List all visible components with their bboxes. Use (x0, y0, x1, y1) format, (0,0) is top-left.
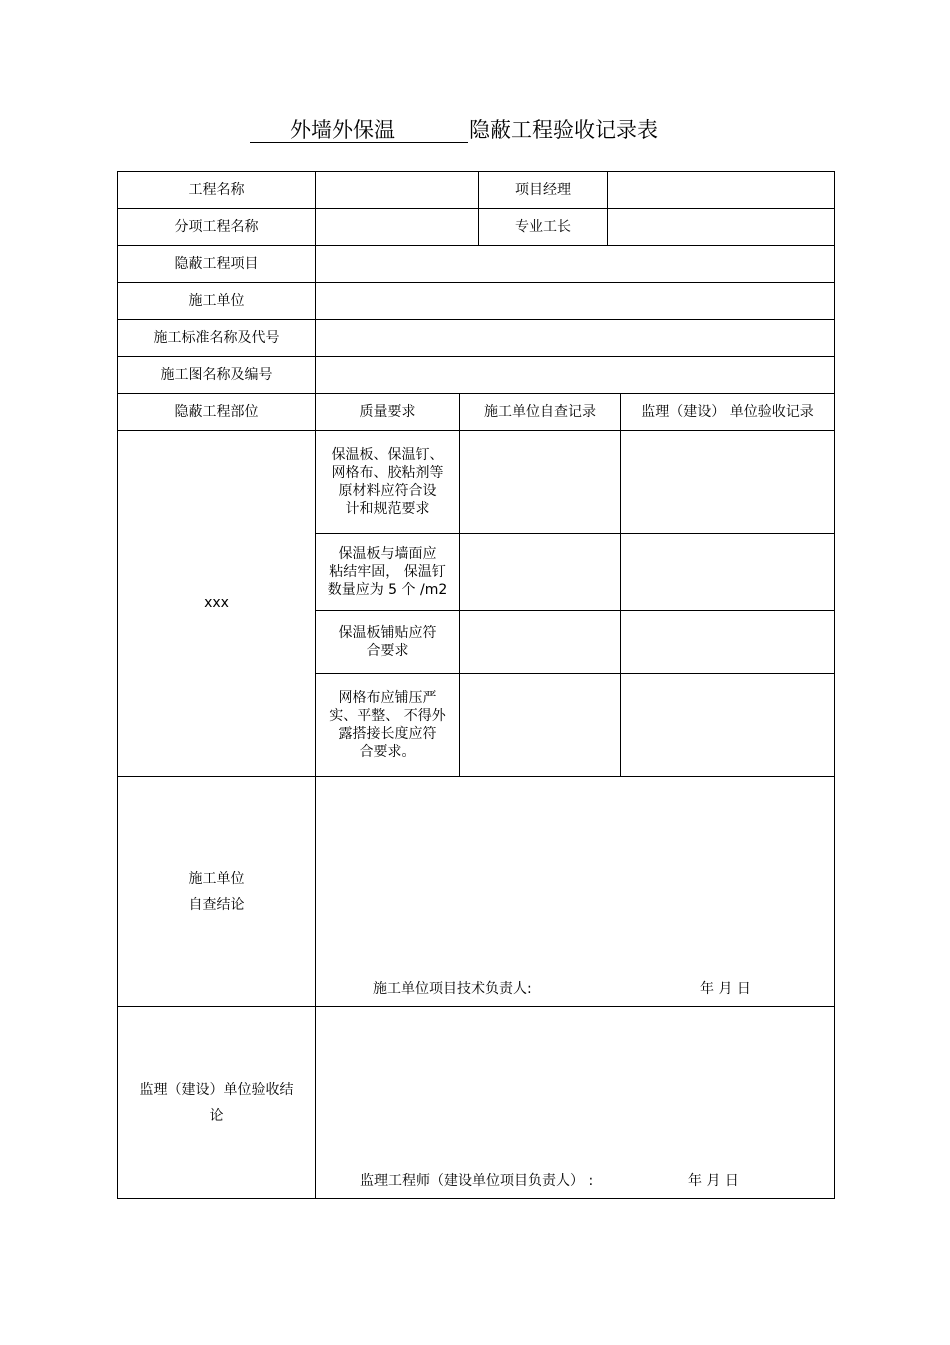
self-conclusion-label-line: 施工单位 (188, 870, 245, 887)
self-check-column-header: 施工单位自查记录 (460, 394, 621, 431)
quality-requirement (316, 674, 460, 777)
construction-unit-value[interactable] (316, 283, 835, 320)
self-check-record[interactable] (460, 431, 621, 534)
supervision-conclusion-value[interactable] (316, 1007, 835, 1199)
requirement-line: 网格布应铺压严 (338, 689, 437, 706)
quality-requirement (316, 534, 460, 611)
requirement-line: 合要求。 (359, 744, 416, 761)
drawing-label: 施工图名称及编号 (118, 357, 316, 394)
hidden-item-label: 隐蔽工程项目 (118, 246, 316, 283)
requirement-line: 数量应为 5 个 /m2 (327, 582, 448, 599)
requirement-line: 网格布、胶粘剂等 (331, 464, 444, 481)
self-check-record[interactable] (460, 674, 621, 777)
requirement-line: 保温板铺贴应符 (338, 624, 437, 641)
location-value: xxx (118, 431, 316, 777)
supervision-column-header: 监理（建设） 单位验收记录 (621, 394, 835, 431)
supervising-engineer-signature-label: 监理工程师（建设单位项目负责人） : (360, 1173, 594, 1189)
self-check-record[interactable] (460, 534, 621, 611)
standard-label: 施工标准名称及代号 (118, 320, 316, 357)
requirement-line: 计和规范要求 (345, 501, 430, 518)
sub-project-value[interactable] (316, 209, 479, 246)
supervision-conclusion-label (118, 1007, 316, 1199)
supervision-record[interactable] (621, 611, 835, 674)
construction-unit-label: 施工单位 (118, 283, 316, 320)
requirement-line: 原材料应符合设 (338, 483, 437, 499)
project-manager-value[interactable] (608, 172, 835, 209)
self-conclusion-signature-line (316, 980, 834, 1000)
requirement-line: 粘结牢固， 保温钉 (329, 563, 446, 580)
quality-column-header: 质量要求 (316, 394, 460, 431)
supervision-conclusion-label-line: 论 (209, 1107, 224, 1124)
supervision-record[interactable] (621, 431, 835, 534)
sub-project-label: 分项工程名称 (118, 209, 316, 246)
self-conclusion-label (118, 777, 316, 1007)
form-title (0, 112, 950, 146)
self-check-record[interactable] (460, 611, 621, 674)
foreman-label: 专业工长 (479, 209, 608, 246)
title-underline-blank (250, 112, 468, 143)
requirement-line: 露搭接长度应符 (338, 726, 437, 742)
requirement-line: 保温板、保温钉、 (331, 446, 444, 463)
quality-requirement (316, 611, 460, 674)
supervision-conclusion-label-line: 监理（建设）单位验收结 (139, 1081, 294, 1098)
drawing-value[interactable] (316, 357, 835, 394)
supervision-record[interactable] (621, 534, 835, 611)
location-column-header: 隐蔽工程部位 (118, 394, 316, 431)
project-name-value[interactable] (316, 172, 479, 209)
requirement-line: 保温板与墙面应 (338, 545, 437, 562)
self-conclusion-value[interactable] (316, 777, 835, 1007)
self-conclusion-date: 年 月 日 (700, 981, 751, 997)
self-conclusion-label-line: 自查结论 (188, 896, 245, 913)
supervision-signature-line (316, 1172, 834, 1192)
supervision-conclusion-date: 年 月 日 (688, 1173, 739, 1189)
acceptance-record-table (117, 171, 835, 1199)
requirement-line: 实、平整、 不得外 (329, 707, 446, 724)
foreman-value[interactable] (608, 209, 835, 246)
quality-requirement (316, 431, 460, 534)
title-form-name: 隐蔽工程验收记录表 (469, 118, 658, 142)
hidden-item-value[interactable] (316, 246, 835, 283)
tech-lead-signature-label: 施工单位项目技术负责人: (373, 981, 532, 997)
title-project-type: 外墙外保温 (290, 118, 395, 142)
supervision-record[interactable] (621, 674, 835, 777)
project-name-label: 工程名称 (118, 172, 316, 209)
requirement-line: 合要求 (366, 643, 409, 659)
standard-value[interactable] (316, 320, 835, 357)
project-manager-label: 项目经理 (479, 172, 608, 209)
